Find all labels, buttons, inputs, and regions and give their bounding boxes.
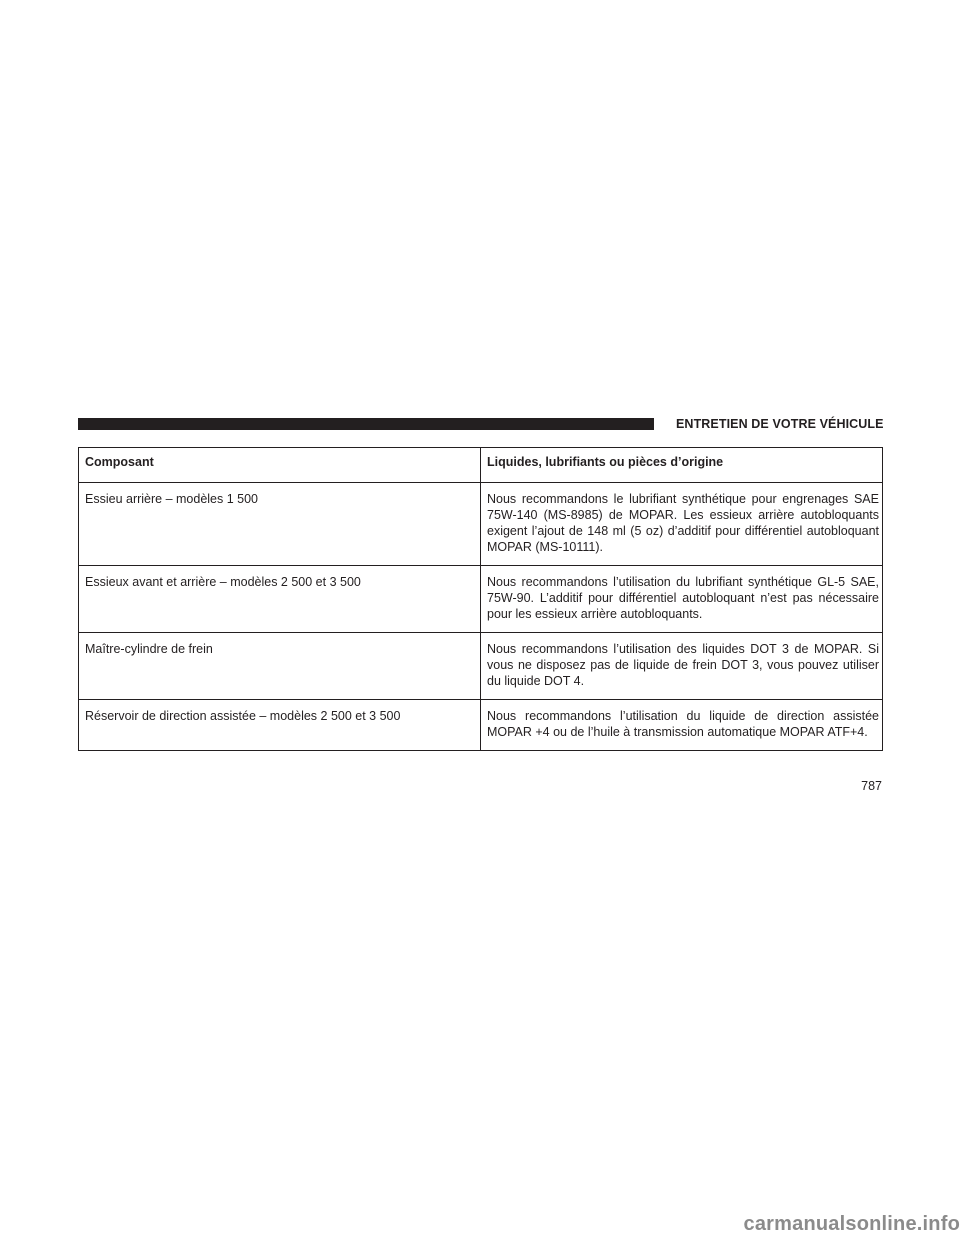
component-cell: Réservoir de direction assistée – modèles 2 500 et 3 500	[79, 700, 481, 751]
table-row	[79, 566, 883, 633]
column-header-fluids: Liquides, lubrifiants ou pièces d’origine	[481, 448, 883, 483]
table-row	[79, 483, 883, 566]
fluid-cell: Nous recommandons l’utilisation du lubrifiant synthétique GL-5 SAE, 75W-90. L’additif pour différentiel autobloquant n’est pas nécessaire pour les essieux arrière autobloquants.	[481, 566, 883, 633]
component-cell: Essieu arrière – modèles 1 500	[79, 483, 481, 566]
component-cell: Essieux avant et arrière – modèles 2 500 et 3 500	[79, 566, 481, 633]
fluids-specification-table	[78, 447, 883, 751]
fluid-cell: Nous recommandons l’utilisation des liquides DOT 3 de MOPAR. Si vous ne disposez pas de liquide de frein DOT 3, vous pouvez utiliser du liquide DOT 4.	[481, 633, 883, 700]
table-header-row	[79, 448, 883, 483]
watermark-link[interactable]: carmanualsonline.info	[743, 1213, 960, 1235]
fluid-cell: Nous recommandons l’utilisation du liquide de direction assistée MOPAR +4 ou de l’huile à transmission automatique MOPAR ATF+4.	[481, 700, 883, 751]
fluid-cell: Nous recommandons le lubrifiant synthétique pour engrenages SAE 75W-140 (MS-8985) de MOPAR. Les essieux arrière autobloquants exigent l’ajout de 148 ml (5 oz) d’additif pour différentiel autobloquant MOPAR (MS-10111).	[481, 483, 883, 566]
table-row	[79, 700, 883, 751]
column-header-component: Composant	[79, 448, 481, 483]
page-number: 787	[861, 779, 882, 793]
section-header-bar	[78, 418, 654, 430]
component-cell: Maître-cylindre de frein	[79, 633, 481, 700]
table-row	[79, 633, 883, 700]
section-title: ENTRETIEN DE VOTRE VÉHICULE	[676, 417, 884, 431]
